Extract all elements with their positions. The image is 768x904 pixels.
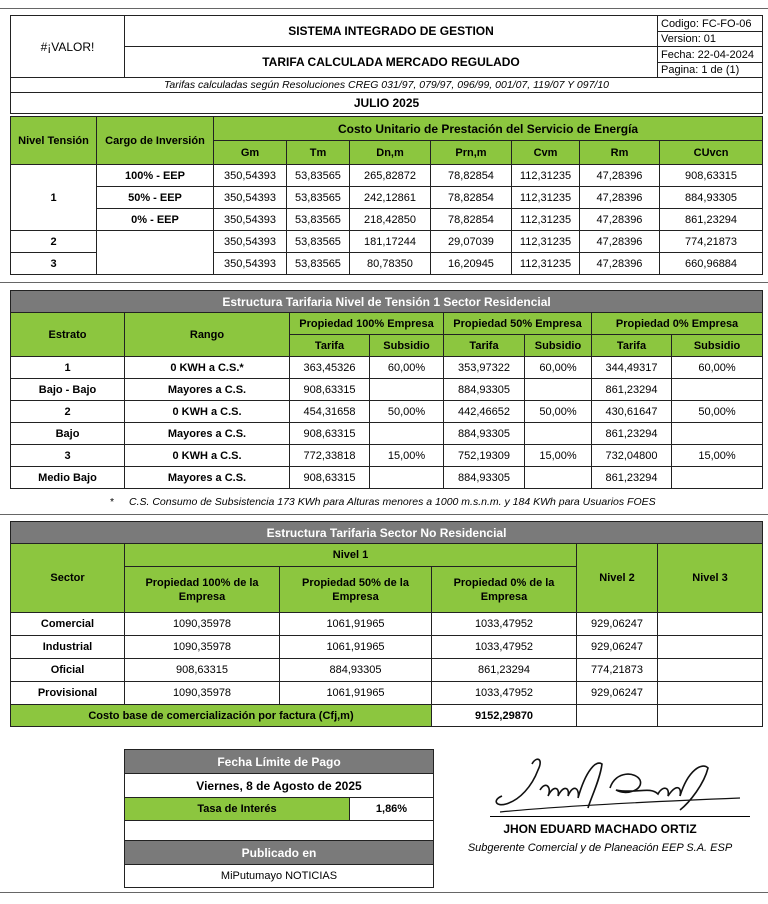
value-cell: 344,49317	[592, 357, 672, 379]
residential-title: Estructura Tarifaria Nivel de Tensión 1 Sector Residencial	[11, 291, 763, 313]
value-cell: 53,83565	[287, 231, 350, 253]
signer-name: JHON EDUARD MACHADO ORTIZ	[503, 822, 697, 836]
cargo-cell: 50% - EEP	[97, 187, 214, 209]
value-cell: 112,31235	[512, 165, 580, 187]
value-cell: 430,61647	[592, 401, 672, 423]
value-cell: 112,31235	[512, 253, 580, 275]
value-cell: 353,97322	[444, 357, 525, 379]
sub-tarifa: Tarifa	[290, 335, 370, 357]
value-cell	[658, 613, 763, 636]
value-cell	[370, 467, 444, 489]
spacer-row	[125, 821, 434, 841]
value-cell: 861,23294	[592, 467, 672, 489]
base-cost-value: 9152,29870	[432, 705, 577, 727]
value-cell: 50,00%	[672, 401, 763, 423]
value-cell: 442,46652	[444, 401, 525, 423]
due-date-title: Fecha Límite de Pago	[125, 750, 434, 774]
value-cell: 774,21873	[577, 659, 658, 682]
col-sector: Sector	[11, 544, 125, 613]
col-nivel-3: Nivel 3	[658, 544, 763, 613]
value-cell: 350,54393	[214, 187, 287, 209]
value-cell: 60,00%	[370, 357, 444, 379]
value-cell: 80,78350	[350, 253, 431, 275]
nivel-cell: 3	[11, 253, 97, 275]
value-cell: 861,23294	[432, 659, 577, 682]
table-row	[11, 467, 763, 489]
value-cell: 1061,91965	[280, 636, 432, 659]
value-cell	[658, 636, 763, 659]
sector-cell: Industrial	[11, 636, 125, 659]
footnote-mark: *	[110, 496, 115, 508]
value-cell	[658, 682, 763, 705]
sub-subsidio: Subsidio	[672, 335, 763, 357]
doc-page: Pagina: 1 de (1)	[658, 63, 763, 78]
value-cell: 772,33818	[290, 445, 370, 467]
estrato-cell: 3	[11, 445, 125, 467]
value-cell: 908,63315	[125, 659, 280, 682]
value-cell	[370, 423, 444, 445]
table-row	[11, 379, 763, 401]
value-cell: 53,83565	[287, 209, 350, 231]
rango-cell: 0 KWH a C.S.	[125, 401, 290, 423]
value-cell: 60,00%	[672, 357, 763, 379]
value-cell: 265,82872	[350, 165, 431, 187]
value-cell: 50,00%	[370, 401, 444, 423]
table-row	[11, 682, 763, 705]
signer-role: Subgerente Comercial y de Planeación EEP S.A. ESP	[467, 842, 733, 854]
nivel-cell: 2	[11, 231, 97, 253]
value-cell: 53,83565	[287, 253, 350, 275]
value-cell: 47,28396	[580, 231, 660, 253]
doc-code: Codigo: FC-FO-06	[658, 16, 763, 32]
table-row	[11, 357, 763, 379]
doc-date: Fecha: 22-04-2024	[658, 47, 763, 63]
table-row	[11, 445, 763, 467]
signature-line	[490, 816, 750, 817]
estrato-cell: Bajo - Bajo	[11, 379, 125, 401]
value-cell: 1033,47952	[432, 682, 577, 705]
value-cell: 15,00%	[672, 445, 763, 467]
col-header: Cvm	[512, 141, 580, 165]
value-cell: 53,83565	[287, 187, 350, 209]
interest-rate-value: 1,86%	[350, 798, 434, 821]
value-cell: 78,82854	[431, 209, 512, 231]
value-cell	[672, 423, 763, 445]
value-cell: 1061,91965	[280, 613, 432, 636]
value-cell	[658, 659, 763, 682]
col-header: Rm	[580, 141, 660, 165]
value-cell: 1061,91965	[280, 682, 432, 705]
value-cell: 884,93305	[444, 379, 525, 401]
value-cell: 47,28396	[580, 165, 660, 187]
residential-table	[10, 290, 763, 489]
rango-cell: Mayores a C.S.	[125, 423, 290, 445]
value-cell: 732,04800	[592, 445, 672, 467]
empty-cell	[577, 705, 658, 727]
footnote	[110, 496, 656, 508]
value-cell: 15,00%	[525, 445, 592, 467]
value-cell: 660,96884	[660, 253, 763, 275]
group-prop-50: Propiedad 50% Empresa	[444, 313, 592, 335]
cargo-cell-empty	[97, 231, 214, 275]
value-cell: 15,00%	[370, 445, 444, 467]
col-nivel-1: Nivel 1	[125, 544, 577, 567]
signature-block	[440, 750, 760, 860]
col-estrato: Estrato	[11, 313, 125, 357]
value-cell: 908,63315	[290, 423, 370, 445]
payment-table	[124, 749, 434, 888]
value-cell: 908,63315	[290, 467, 370, 489]
cost-group-title: Costo Unitario de Prestación del Servicio de Energía	[214, 117, 763, 141]
col-header: CUvcn	[660, 141, 763, 165]
col-prop-50: Propiedad 50% de la Empresa	[280, 567, 432, 613]
period-title: JULIO 2025	[11, 93, 763, 114]
nivel-cell: 1	[11, 165, 97, 231]
value-cell: 47,28396	[580, 253, 660, 275]
table-row	[11, 423, 763, 445]
empty-cell	[658, 705, 763, 727]
value-cell: 752,19309	[444, 445, 525, 467]
value-cell	[525, 379, 592, 401]
value-cell: 47,28396	[580, 187, 660, 209]
group-prop-0: Propiedad 0% Empresa	[592, 313, 763, 335]
table-row	[11, 209, 763, 231]
value-cell: 861,23294	[660, 209, 763, 231]
value-cell: 218,42850	[350, 209, 431, 231]
sub-tarifa: Tarifa	[444, 335, 525, 357]
rango-cell: Mayores a C.S.	[125, 379, 290, 401]
table-row	[11, 659, 763, 682]
doc-title: TARIFA CALCULADA MERCADO REGULADO	[125, 47, 658, 78]
value-cell: 363,45326	[290, 357, 370, 379]
estrato-cell: 2	[11, 401, 125, 423]
non-residential-table	[10, 521, 763, 727]
table-row	[11, 705, 763, 727]
doc-version: Version: 01	[658, 32, 763, 47]
table-row	[11, 165, 763, 187]
value-cell: 884,93305	[660, 187, 763, 209]
table-row	[11, 187, 763, 209]
due-date-value: Viernes, 8 de Agosto de 2025	[125, 774, 434, 798]
value-cell	[370, 379, 444, 401]
base-cost-label: Costo base de comercialización por factura (Cfj,m)	[11, 705, 432, 727]
col-cargo-inversion: Cargo de Inversión	[97, 117, 214, 165]
value-cell: 1033,47952	[432, 636, 577, 659]
value-cell: 181,17244	[350, 231, 431, 253]
header-table	[10, 15, 763, 114]
sub-subsidio: Subsidio	[525, 335, 592, 357]
value-cell: 884,93305	[280, 659, 432, 682]
handwritten-signature	[440, 750, 760, 820]
table-row	[11, 401, 763, 423]
rango-cell: 0 KWH a C.S.	[125, 445, 290, 467]
rango-cell: 0 KWH a C.S.*	[125, 357, 290, 379]
col-header: Prn,m	[431, 141, 512, 165]
system-title: SISTEMA INTEGRADO DE GESTION	[125, 16, 658, 47]
value-cell: 1090,35978	[125, 613, 280, 636]
resolutions-note: Tarifas calculadas según Resoluciones CREG 031/97, 079/97, 096/99, 001/07, 119/07 Y 097/10	[11, 78, 763, 93]
col-nivel-tension: Nivel Tensión	[11, 117, 97, 165]
value-cell: 242,12861	[350, 187, 431, 209]
value-cell	[525, 423, 592, 445]
estrato-cell: Bajo	[11, 423, 125, 445]
published-title: Publicado en	[125, 841, 434, 865]
cargo-cell: 0% - EEP	[97, 209, 214, 231]
value-cell: 929,06247	[577, 636, 658, 659]
footnote-text: C.S. Consumo de Subsistencia 173 KWh para Alturas menores a 1000 m.s.n.m. y 184 KWh para Usuarios FOES	[129, 496, 656, 508]
value-cell: 350,54393	[214, 231, 287, 253]
value-cell: 112,31235	[512, 187, 580, 209]
value-cell	[525, 467, 592, 489]
value-cell: 60,00%	[525, 357, 592, 379]
col-header: Gm	[214, 141, 287, 165]
sector-cell: Comercial	[11, 613, 125, 636]
cargo-cell: 100% - EEP	[97, 165, 214, 187]
published-value: MiPutumayo NOTICIAS	[125, 865, 434, 888]
sub-tarifa: Tarifa	[592, 335, 672, 357]
value-cell: 908,63315	[290, 379, 370, 401]
value-cell	[672, 379, 763, 401]
value-cell: 350,54393	[214, 253, 287, 275]
sector-cell: Provisional	[11, 682, 125, 705]
col-header: Tm	[287, 141, 350, 165]
rango-cell: Mayores a C.S.	[125, 467, 290, 489]
value-cell: 454,31658	[290, 401, 370, 423]
non-residential-title: Estructura Tarifaria Sector No Residencial	[11, 522, 763, 544]
value-cell: 1090,35978	[125, 682, 280, 705]
col-prop-100: Propiedad 100% de la Empresa	[125, 567, 280, 613]
col-rango: Rango	[125, 313, 290, 357]
value-cell: 908,63315	[660, 165, 763, 187]
estrato-cell: Medio Bajo	[11, 467, 125, 489]
sector-cell: Oficial	[11, 659, 125, 682]
value-cell: 78,82854	[431, 165, 512, 187]
value-cell: 29,07039	[431, 231, 512, 253]
value-cell: 861,23294	[592, 423, 672, 445]
value-cell: 1090,35978	[125, 636, 280, 659]
value-cell: 112,31235	[512, 209, 580, 231]
value-cell	[672, 467, 763, 489]
value-cell: 1033,47952	[432, 613, 577, 636]
value-cell: 929,06247	[577, 682, 658, 705]
cost-table	[10, 116, 763, 275]
value-cell: 112,31235	[512, 231, 580, 253]
col-nivel-2: Nivel 2	[577, 544, 658, 613]
value-cell: 774,21873	[660, 231, 763, 253]
group-prop-100: Propiedad 100% Empresa	[290, 313, 444, 335]
sub-subsidio: Subsidio	[370, 335, 444, 357]
value-cell: 47,28396	[580, 209, 660, 231]
col-prop-0: Propiedad 0% de la Empresa	[432, 567, 577, 613]
value-cell: 884,93305	[444, 423, 525, 445]
value-cell: 16,20945	[431, 253, 512, 275]
value-cell: 350,54393	[214, 209, 287, 231]
table-row	[11, 231, 763, 253]
value-cell: 861,23294	[592, 379, 672, 401]
interest-rate-label: Tasa de Interés	[125, 798, 350, 821]
value-cell: 50,00%	[525, 401, 592, 423]
value-cell: 350,54393	[214, 165, 287, 187]
value-cell: 884,93305	[444, 467, 525, 489]
error-cell: #¡VALOR!	[11, 16, 125, 78]
value-cell: 53,83565	[287, 165, 350, 187]
col-header: Dn,m	[350, 141, 431, 165]
table-row	[11, 613, 763, 636]
value-cell: 78,82854	[431, 187, 512, 209]
table-row	[11, 636, 763, 659]
value-cell: 929,06247	[577, 613, 658, 636]
estrato-cell: 1	[11, 357, 125, 379]
